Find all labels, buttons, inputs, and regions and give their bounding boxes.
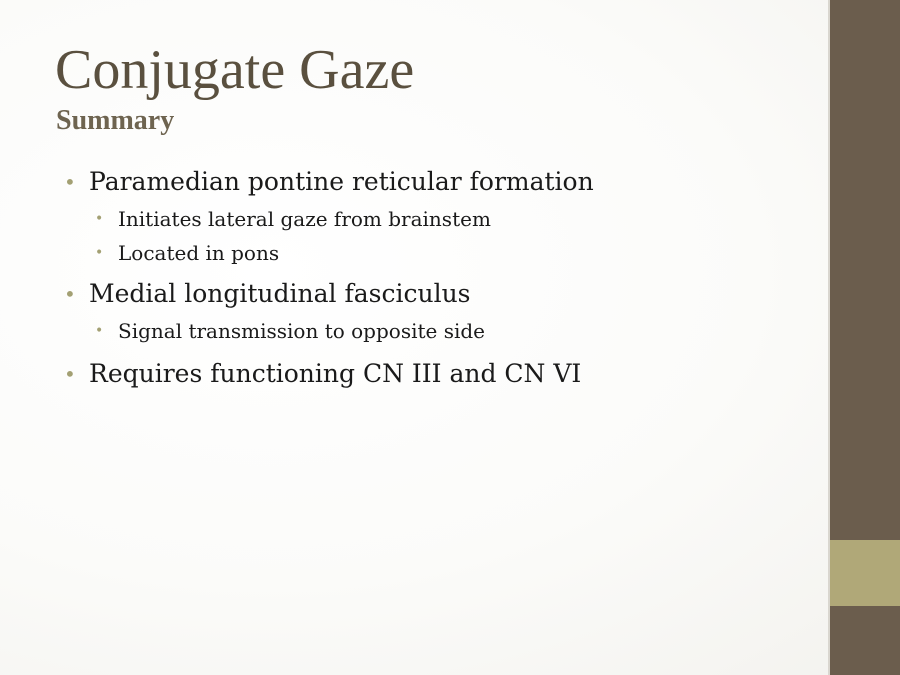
sub-bullet-marker-icon: • xyxy=(95,323,104,339)
bullet-item xyxy=(64,276,804,312)
bullet-text: Medial longitudinal fasciculus xyxy=(89,279,471,308)
bullet-text: Requires functioning CN III and CN VI xyxy=(89,359,582,388)
sub-bullet-marker-icon: • xyxy=(95,211,104,227)
bullet-marker-icon: • xyxy=(64,362,76,386)
bullet-list xyxy=(64,164,804,392)
sub-bullet-text: Signal transmission to opposite side xyxy=(118,319,486,343)
sub-bullet-item xyxy=(64,238,804,268)
sub-bullet-text: Initiates lateral gaze from brainstem xyxy=(118,207,491,231)
sub-bullet-item xyxy=(64,316,804,346)
bullet-marker-icon: • xyxy=(64,282,76,306)
sub-bullet-text: Located in pons xyxy=(118,241,280,265)
slide-subtitle: Summary xyxy=(56,105,175,136)
slide-title: Conjugate Gaze xyxy=(55,39,415,101)
bullet-item xyxy=(64,164,804,200)
sub-bullet-marker-icon: • xyxy=(95,245,104,261)
bullet-item xyxy=(64,356,804,392)
bullet-marker-icon: • xyxy=(64,170,76,194)
sub-bullet-item xyxy=(64,204,804,234)
bullet-text: Paramedian pontine reticular formation xyxy=(89,167,594,196)
side-bar-accent-block xyxy=(830,540,900,606)
